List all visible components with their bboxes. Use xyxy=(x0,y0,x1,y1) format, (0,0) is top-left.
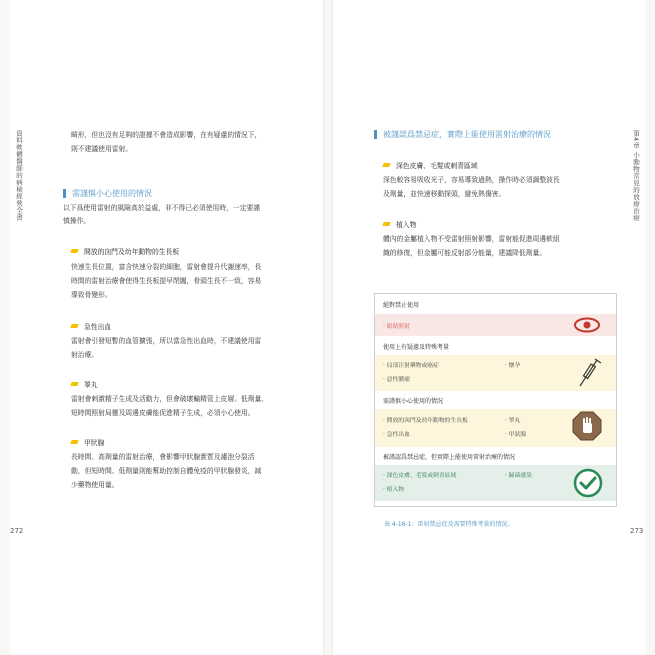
item-line: 少藥物使用量。 xyxy=(71,481,119,489)
section-line-2: 慎操作。 xyxy=(63,217,91,225)
page-number-right: 273 xyxy=(630,527,644,535)
item-title-text: 深色皮膚、毛髮或刺青區域 xyxy=(396,162,478,170)
pencil-icon xyxy=(71,248,79,254)
section-line-1: 以下爲使用雷射的風險高於益處，非不得已必須使用時，一定要謹 xyxy=(63,204,261,212)
left-running-head: 資料軟體醫師的病檢經營全書 xyxy=(15,130,23,221)
table-item: ‧ 開放的囟門及幼年動物的生長板 xyxy=(383,418,468,424)
table-caption: 表 4-16-1：雷射禁忌症及需要特殊考量的情況。 xyxy=(384,521,514,528)
table-head-absolute: 絕對禁止使用 xyxy=(383,302,420,309)
table-item: ‧ 睪丸 xyxy=(505,418,521,424)
book-gutter xyxy=(323,0,333,655)
item-title-implant xyxy=(383,219,416,229)
table-item: ‧ 植入物 xyxy=(383,487,405,493)
item-line: 體內的金屬植入物不受雷射照射影響，雷射能促進周邊軟組 xyxy=(383,235,560,243)
table-head-caution: 需謹慎小心使用的情況 xyxy=(383,398,444,405)
check-circle-icon xyxy=(573,468,603,498)
item-title-text: 開放的囟門及幼年動物的生長板 xyxy=(84,248,180,256)
right-running-head: 第4章 小動物常見的放療治療 xyxy=(632,130,640,222)
item-title-text: 植入物 xyxy=(396,221,417,229)
section-bar xyxy=(63,189,66,198)
section-bar xyxy=(374,130,377,139)
left-page xyxy=(10,0,323,655)
item-title-dark-skin xyxy=(383,160,478,170)
table-item: ‧ 懷孕 xyxy=(505,363,521,369)
contraindication-table xyxy=(374,293,617,507)
item-line: 射治療。 xyxy=(71,351,99,359)
table-head-usable: 被謹認爲禁忌症，但實際上能使用雷射治療的情況 xyxy=(383,454,516,461)
table-item: ‧ 深色皮膚、毛髮或刺青區域 xyxy=(383,473,457,479)
table-item: ‧ 眼睛照射 xyxy=(383,324,410,330)
item-title-text: 急性出血 xyxy=(84,323,112,331)
section-title-contraindication xyxy=(374,129,551,140)
page-number-left: 272 xyxy=(10,527,24,535)
pencil-icon xyxy=(383,162,391,168)
section-title-text: 需謹慎小心使用的情況 xyxy=(72,189,152,198)
item-title-thyroid xyxy=(71,437,104,447)
intro-line-1: 畸形，但也沒有足夠的證據不會造成影響，在有疑慮的情況下， xyxy=(71,131,262,139)
stop-hand-icon xyxy=(572,411,602,441)
item-title-text: 甲狀腺 xyxy=(84,439,105,447)
item-line: 織的修復，但金屬可能反射部分能量，建議降低劑量。 xyxy=(383,249,547,257)
item-line: 雷射會刺激精子生成及活動力，但會破壞輸精管上皮層。低劑量、 xyxy=(71,395,269,403)
eye-icon xyxy=(573,316,601,334)
item-line: 深色較容易吸收光子，容易導致過熱，操作時必須調整波長 xyxy=(383,176,560,184)
table-item: ‧ 急性出血 xyxy=(383,432,410,438)
table-item: ‧ 甲狀腺 xyxy=(505,432,527,438)
intro-line-2: 則不建議使用雷射。 xyxy=(71,145,133,153)
item-line: 時間的雷射治療會使得生長板提早閉闔，骨頭生長不一致，容易 xyxy=(71,277,262,285)
item-line: 導致骨變形。 xyxy=(71,291,112,299)
item-line: 長時間、高劑量的雷射治療，會影響甲狀腺實質及濾泡分裂活 xyxy=(71,453,255,461)
item-title-bleeding xyxy=(71,321,111,331)
table-item: ‧ 惡性腫瘤 xyxy=(383,377,410,383)
item-line: 雷射會引發短暫的血管擴張，所以當急性出血時，不建議使用雷 xyxy=(71,337,262,345)
syringe-icon xyxy=(575,356,603,390)
item-line: 動，但短時間、低劑量則能幫助控制自體免疫的甲狀腺發炎，減 xyxy=(71,467,262,475)
item-title-growth-plate xyxy=(71,246,179,256)
item-title-text: 睪丸 xyxy=(84,381,98,389)
item-line: 快速生長位置，富含快速分裂的細胞，雷射會提升代謝速率，長 xyxy=(71,263,262,271)
section-title-text: 被謹認爲禁忌症，實際上能使用雷射治療的情況 xyxy=(383,130,551,139)
pencil-icon xyxy=(71,323,79,329)
pencil-icon xyxy=(383,221,391,227)
table-head-special: 使用上有疑慮及特殊考量 xyxy=(383,344,450,351)
item-line: 及劑量，並快速移動探頭，避免熱傷害。 xyxy=(383,190,506,198)
table-item: ‧ 局部注射藥物或癌症 xyxy=(383,363,439,369)
pencil-icon xyxy=(71,439,79,445)
pencil-icon xyxy=(71,381,79,387)
item-title-testis xyxy=(71,379,98,389)
item-line: 短時間照射局靈及周邊皮膚能促進精子生成，必須小心使用。 xyxy=(71,409,255,417)
section-title-caution xyxy=(63,188,152,199)
table-item: ‧ 歸菌感染 xyxy=(505,473,532,479)
